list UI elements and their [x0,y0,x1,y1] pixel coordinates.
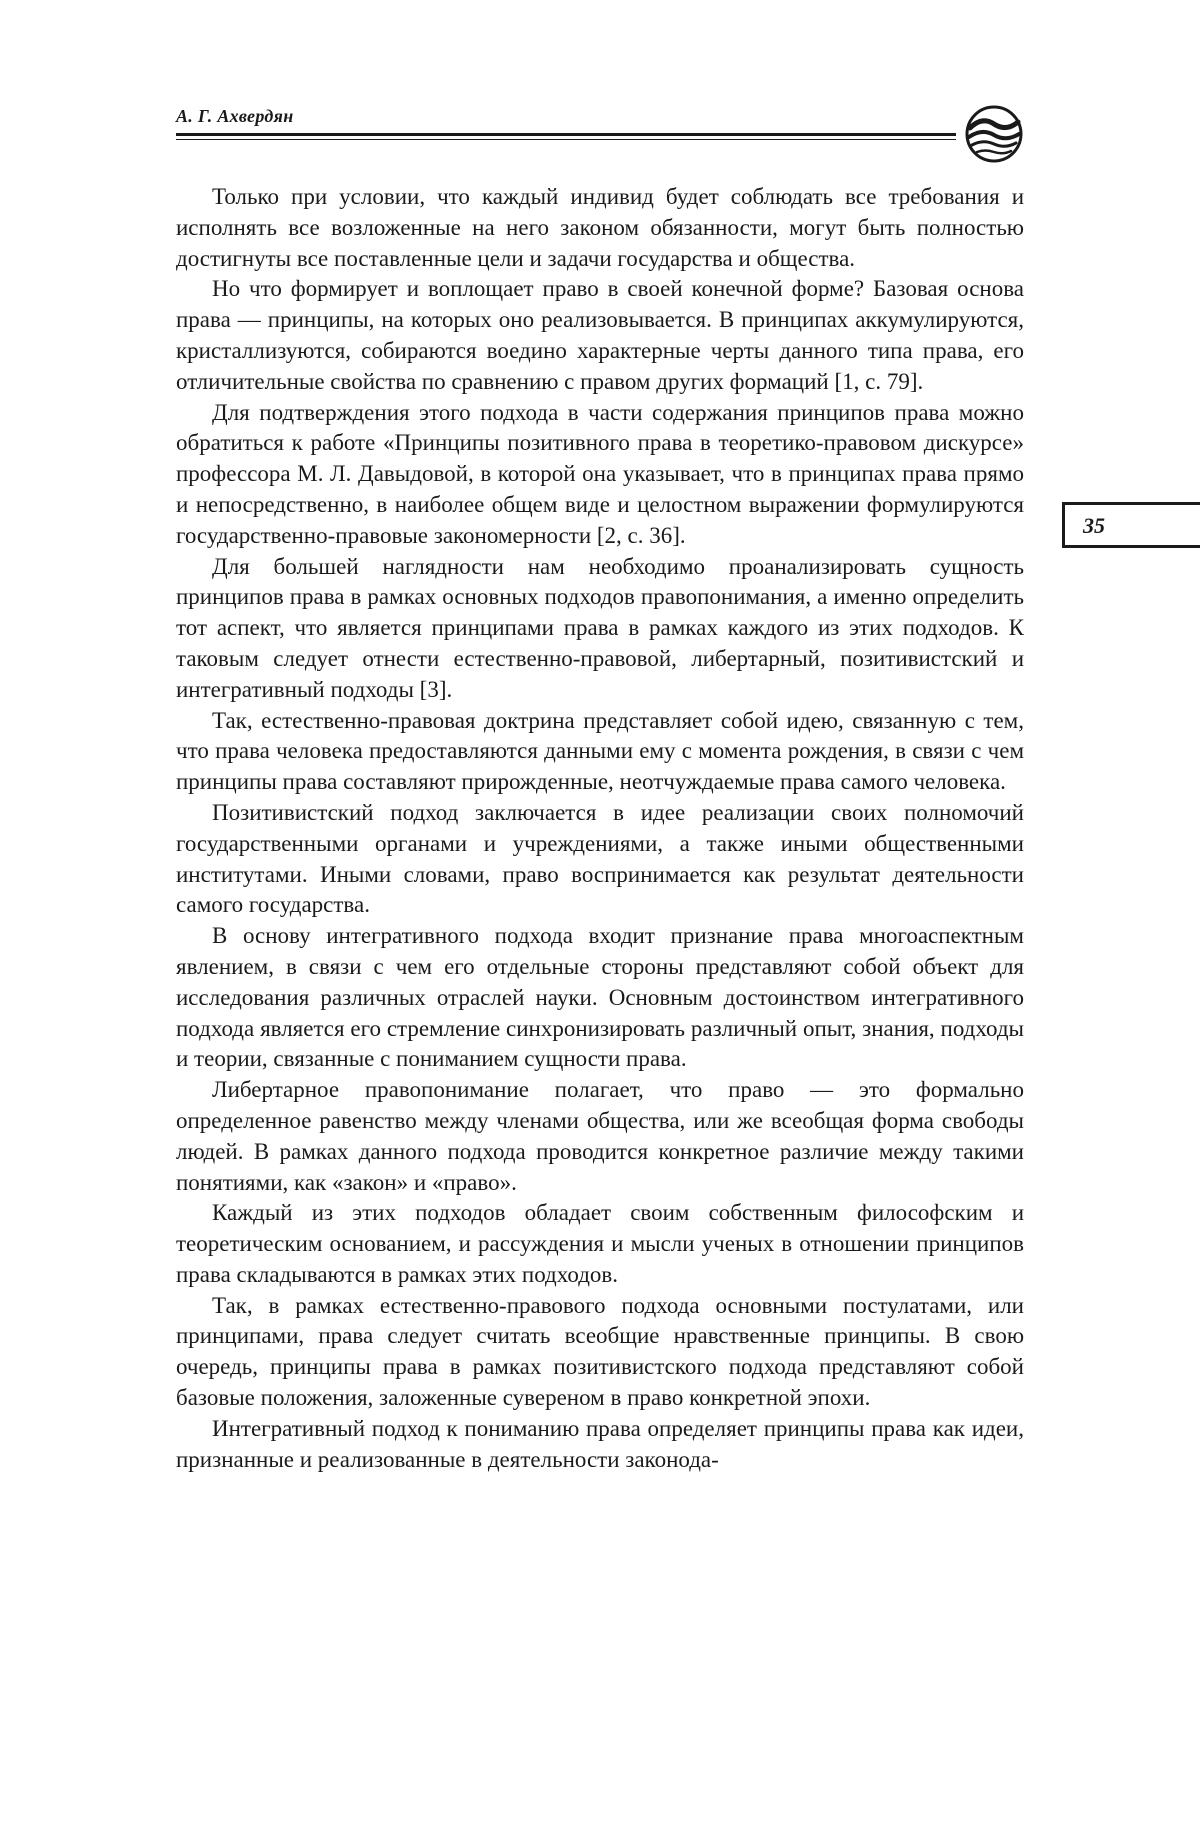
paragraph: Каждый из этих подходов обладает своим собственным философским и теоретическим основанием, и рассуждения и мысли ученых в отношении принципов права складываются в рамках этих подходов. [176,1200,1024,1287]
header-rule-thick [176,133,956,136]
paragraph: Либертарное правопонимание полагает, что право — это формально определенное равенство между членами общества, или же всеобщая форма свободы людей. В рамках данного подхода проводится конкретное различие между такими понятиями, как «закон» и «право». [176,1077,1024,1195]
paragraph: Интегративный подход к пониманию права определяет принципы права как идеи, признанные и реализованные в деятельности законода- [176,1415,1024,1472]
header-rule-thin [176,139,956,140]
article-body [176,182,1024,1475]
paragraph: Так, естественно-правовая доктрина представляет собой идею, связанную с тем, что права человека предоставляются данными ему с момента рождения, в связи с чем принципы права составляют прирожденные, неотчуждаемые права самого человека. [176,707,1024,795]
paragraph: Для подтверждения этого подхода в части содержания принципов права можно обратиться к работе «Принципы позитивного права в теоретико-правовом дискурсе» профессора М. Л. Давыдовой, в которой она указывает, что в принципах права прямо и непосредственно, в наиболее общем виде и целостном выражении формулируются государственно-правовые закономерности [2, с. 36]. [176,399,1024,548]
running-header [176,100,1024,160]
page-number-tab [1062,502,1200,548]
author-name: А. Г. Ахвердян [176,106,294,126]
paragraph: Но что формирует и воплощает право в своей конечной форме? Базовая основа права — принципы, на которых оно реализовывается. В принципах аккумулируются, кристаллизуются, собираются воедино характерные черты данного типа права, его отличительные свойства по сравнению с правом других формаций [1, с. 79]. [176,276,1024,394]
paragraph: Для большей наглядности нам необходимо проанализировать сущность принципов права в рамках основных подходов правопонимания, а именно определить тот аспект, что является принципами права в рамках каждого из этих подходов. К таковым следует отнести естественно-правовой, либертарный, позитивистский и интегративный подходы [3]. [176,553,1024,702]
paragraph: Позитивистский подход заключается в идее реализации своих полномочий государственными органами и учреждениями, а также иными общественными институтами. Иными словами, право воспринимается как результат деятельности самого государства. [176,799,1024,918]
page-number: 35 [1083,513,1105,538]
paragraph: В основу интегративного подхода входит признание права многоаспектным явлением, в связи с чем его отдельные стороны представляют собой объект для исследования различных отраслей науки. Основным достоинством интегративного подхода является его стремление синхронизировать различный опыт, знания, подходы и теории, связанные с пониманием сущности права. [176,923,1024,1072]
paragraph: Только при условии, что каждый индивид будет соблюдать все требования и исполнять все возложенные на него законом обязанности, могут быть полностью достигнуты все поставленные цели и задачи государства и общества. [176,184,1024,271]
paragraph: Так, в рамках естественно-правового подхода основными постулатами, или принципами, права следует считать всеобщие нравственные принципы. В свою очередь, принципы права в рамках позитивистского подхода представляют собой базовые положения, заложенные сувереном в право конкретной эпохи. [176,1292,1024,1411]
publisher-wave-logo-icon [964,104,1024,164]
